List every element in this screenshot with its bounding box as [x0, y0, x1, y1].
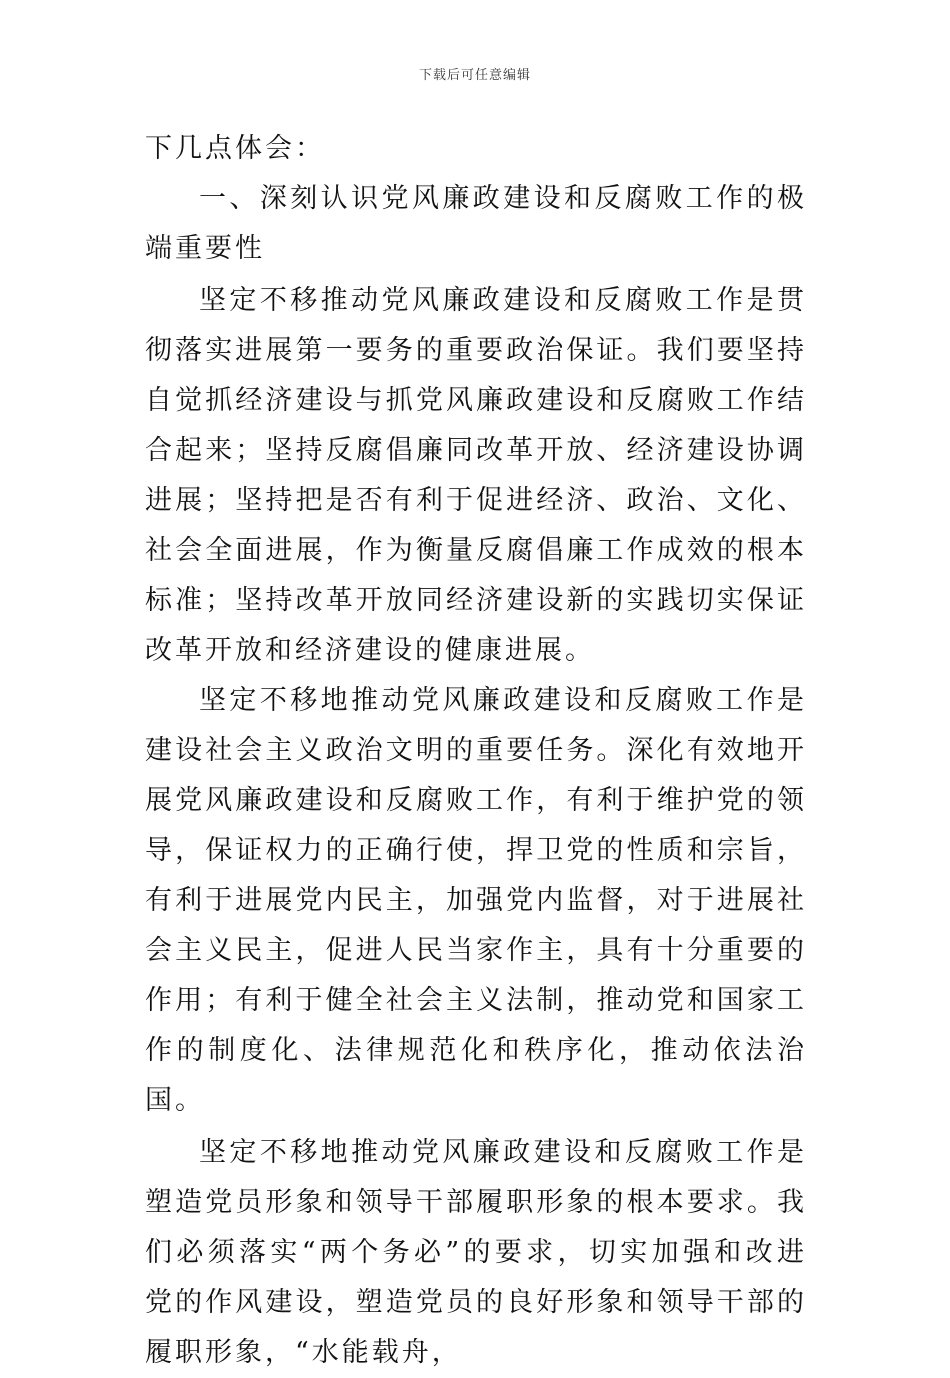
paragraph-2: 坚定不移地推动党风廉政建设和反腐败工作是建设社会主义政治文明的重要任务。深化有效地开展党风廉政建设和反腐败工作，有利于维护党的领导，保证权力的正确行使，捍卫党的性质和宗旨，有利于进展党内民主，加强党内监督，对于进展社会主义民主，促进人民当家作主，具有十分重要的作用；有利于健全社会主义法制，推动党和国家工作的制度化、法律规范化和秩序化，推动依法治国。 — [145, 685, 807, 1116]
paragraph-1: 坚定不移推动党风廉政建设和反腐败工作是贯彻落实进展第一要务的重要政治保证。我们要坚持自觉抓经济建设与抓党风廉政建设和反腐败工作结合起来；坚持反腐倡廉同改革开放、经济建设协调进展；坚持把是否有利于促进经济、政治、文化、社会全面进展，作为衡量反腐倡廉工作成效的根本标准；坚持改革开放同经济建设新的实践切实保证改革开放和经济建设的健康进展。 — [145, 285, 807, 666]
document-body — [145, 124, 807, 1378]
paragraph-intro: 下几点体会： — [145, 133, 325, 164]
paragraph-3: 坚定不移地推动党风廉政建设和反腐败工作是塑造党员形象和领导干部履职形象的根本要求。我们必须落实“两个务必”的要求，切实加强和改进党的作风建设，塑造党员的良好形象和领导干部的履职形象，“水能载舟， — [145, 1137, 807, 1368]
section-heading: 一、深刻认识党风廉政建设和反腐败工作的极端重要性 — [145, 183, 807, 264]
header-note: 下载后可任意编辑 — [418, 68, 531, 83]
